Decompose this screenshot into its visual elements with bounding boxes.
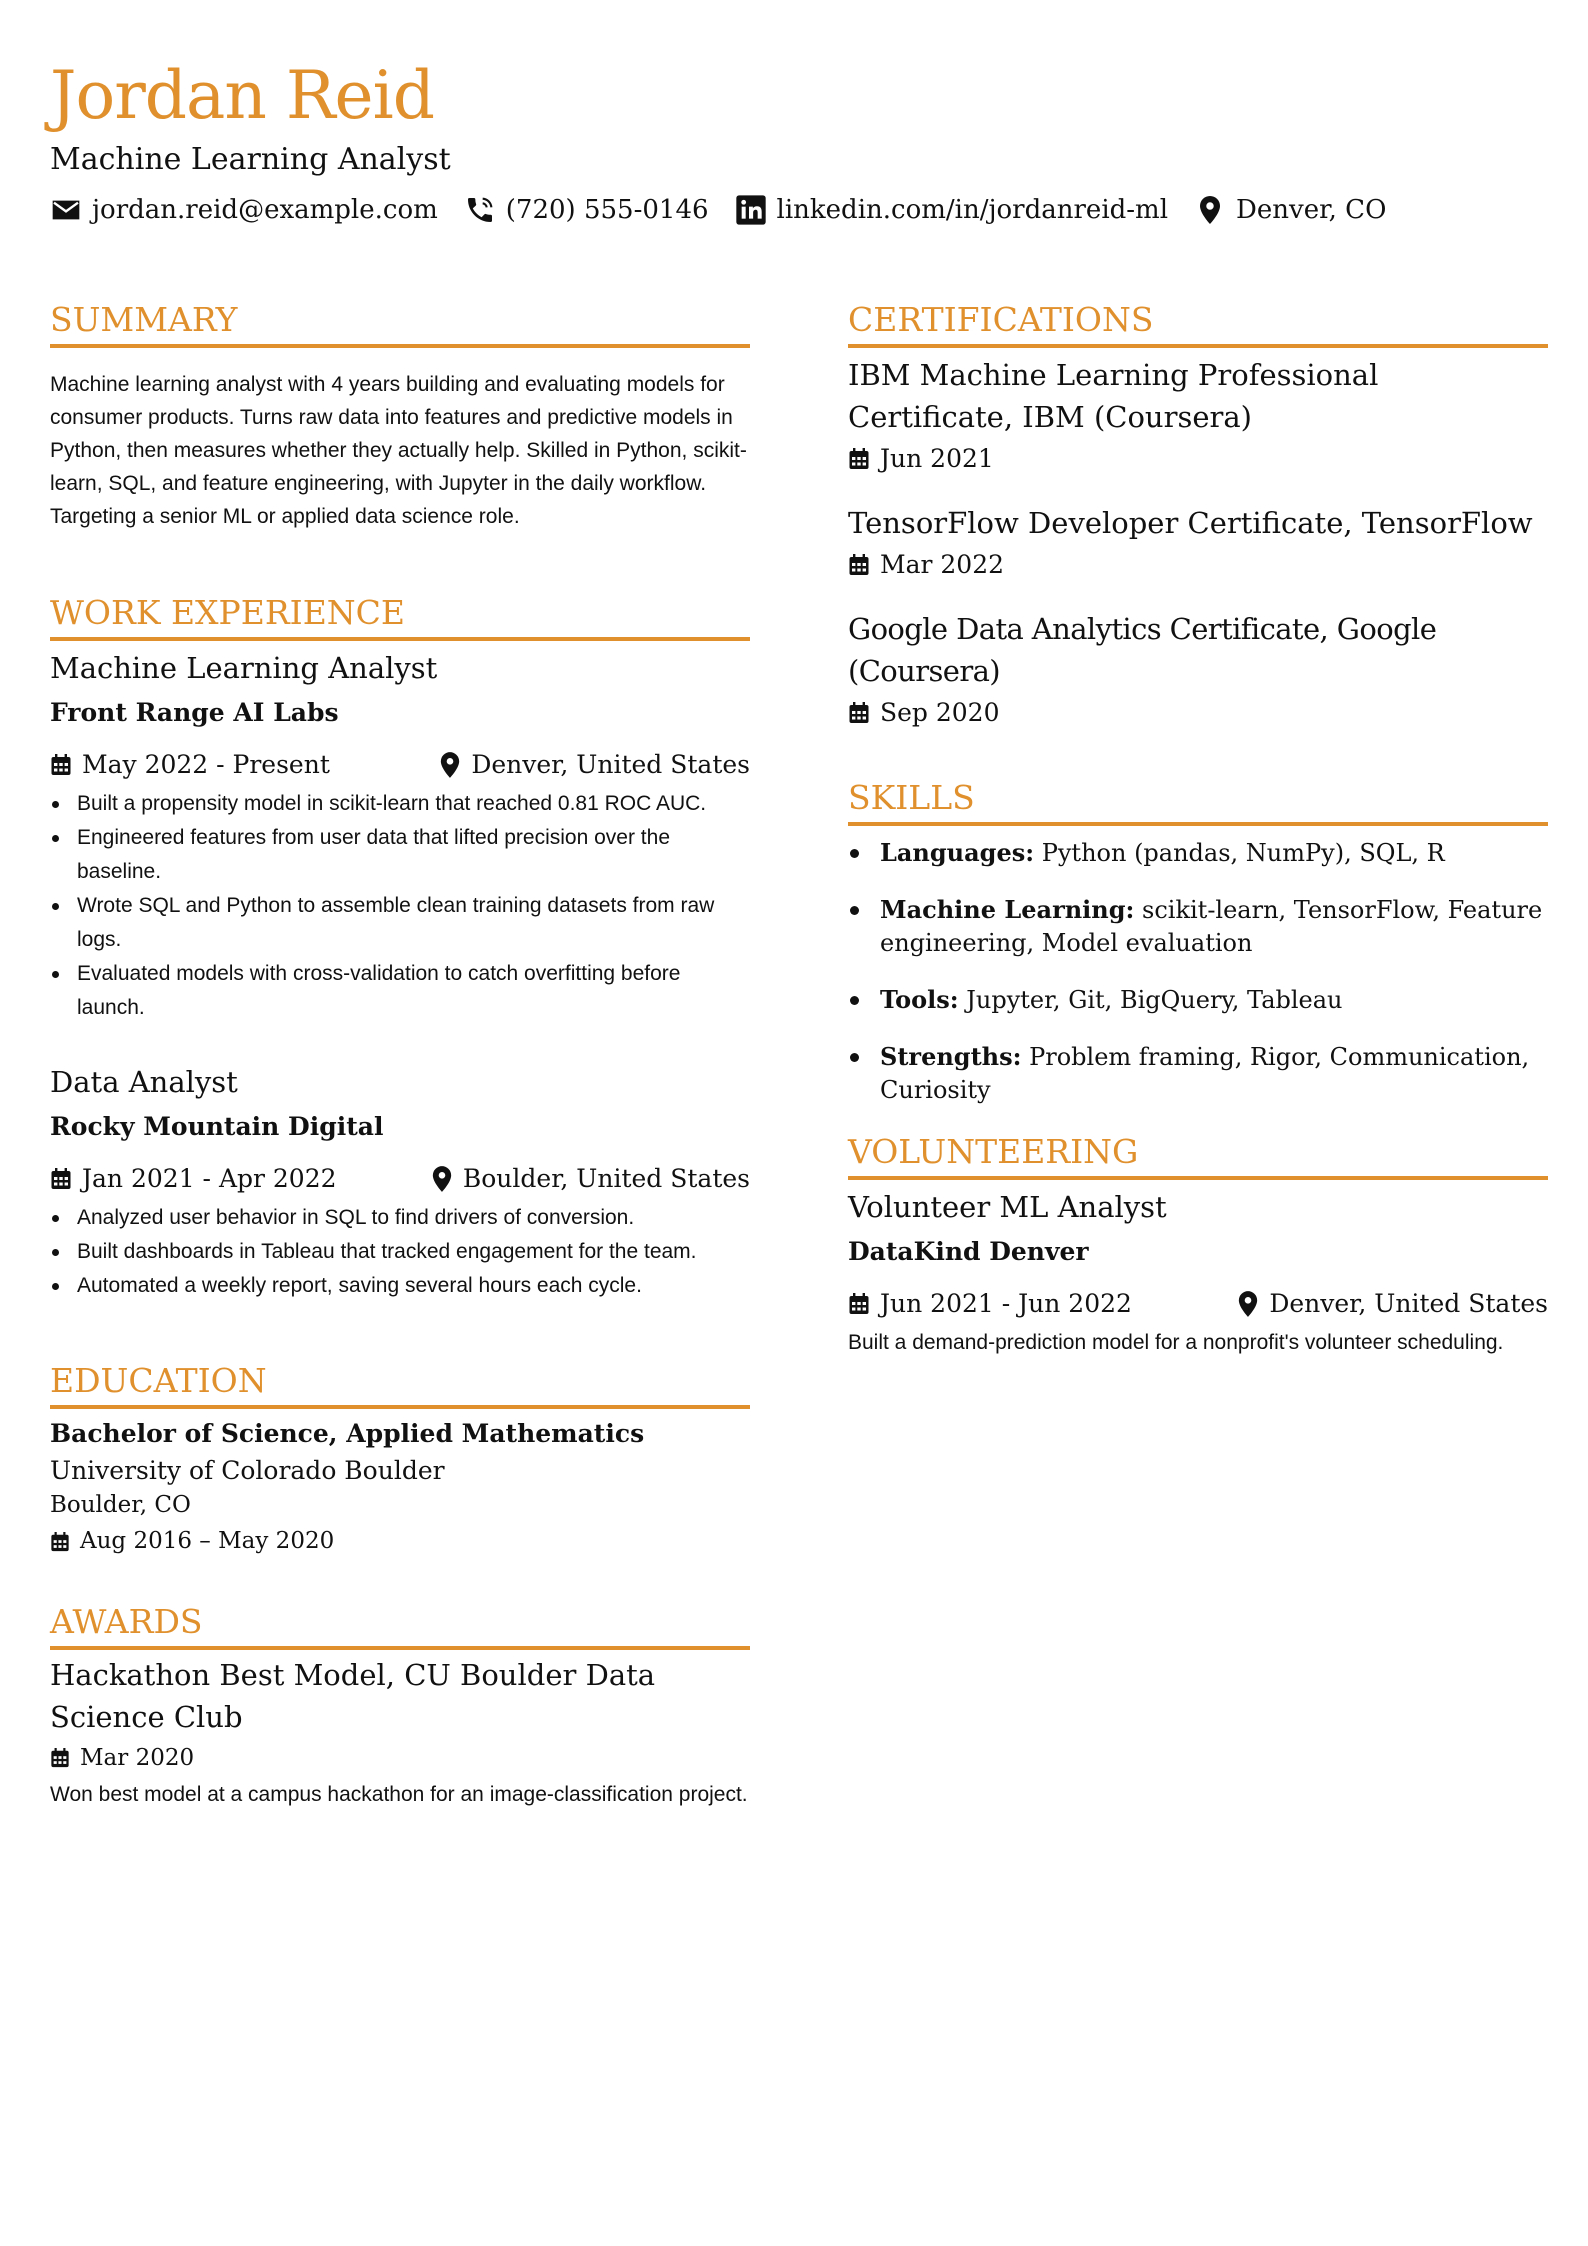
award-description: Won best model at a campus hackathon for an image-classification project. (50, 1783, 748, 1806)
calendar-icon (50, 753, 72, 777)
volunteer-title: Volunteer ML Analyst (848, 1190, 1167, 1224)
certifications-section (848, 298, 1548, 734)
skill-label: Machine Learning: (880, 895, 1135, 924)
calendar-icon (848, 553, 870, 577)
map-pin-icon (439, 751, 461, 779)
candidate-title: Machine Learning Analyst (50, 142, 451, 177)
calendar-icon (50, 1747, 70, 1769)
work-experience-heading: WORK EXPERIENCE (50, 591, 750, 641)
calendar-icon (50, 1167, 72, 1191)
award-title: Hackathon Best Model, CU Boulder Data Science Club (50, 1658, 656, 1734)
summary-heading: SUMMARY (50, 298, 750, 348)
contact-location (1194, 194, 1386, 226)
summary-text: Machine learning analyst with 4 years building and evaluating models for consumer products. Turns raw data into features and predictive models in Python, then measures whether they actually help. Skilled in Python, scikit-learn, SQL, and feature engineering, with Jupyter in the daily workflow. Targeting a senior ML or applied data science role. (50, 373, 747, 528)
email-text: jordan.reid@example.com (92, 195, 438, 225)
skill-item (848, 1040, 1548, 1107)
skill-label: Languages: (880, 838, 1035, 867)
skills-heading: SKILLS (848, 776, 1548, 826)
certification-date (848, 544, 1548, 586)
job-title: Machine Learning Analyst (50, 651, 438, 685)
education-school: University of Colorado Boulder (50, 1456, 445, 1485)
certification-entry (848, 354, 1548, 480)
volunteer-location-text: Denver, United States (1269, 1289, 1548, 1318)
job-dates-text: Jan 2021 - Apr 2022 (82, 1164, 337, 1193)
skill-value: Python (pandas, NumPy), SQL, R (1041, 839, 1445, 867)
right-column (848, 298, 1548, 1359)
job-location (439, 745, 750, 785)
job-bullet: Evaluated models with cross-validation to catch overfitting before launch. (50, 957, 750, 1025)
volunteering-heading: VOLUNTEERING (848, 1130, 1548, 1180)
job-dates (50, 745, 330, 785)
award-date-text: Mar 2020 (80, 1745, 195, 1771)
education-heading: EDUCATION (50, 1359, 750, 1409)
job-company: Front Range AI Labs (50, 698, 339, 727)
job-bullet: Wrote SQL and Python to assemble clean training datasets from raw logs. (50, 889, 750, 957)
certification-name: IBM Machine Learning Professional Certificate, IBM (Coursera) (848, 358, 1379, 434)
job-entry (50, 647, 750, 1025)
volunteer-location (1237, 1284, 1548, 1324)
contact-email[interactable] (50, 194, 438, 226)
job-title: Data Analyst (50, 1065, 238, 1099)
candidate-name: Jordan Reid (50, 57, 434, 134)
job-bullets (50, 787, 750, 1025)
contact-linkedin[interactable] (735, 194, 1169, 226)
skill-item (848, 893, 1548, 960)
job-bullet: Automated a weekly report, saving several hours each cycle. (50, 1269, 750, 1303)
job-meta (50, 745, 750, 785)
skill-item (848, 983, 1548, 1017)
job-bullet: Built a propensity model in scikit-learn that reached 0.81 ROC AUC. (50, 787, 750, 821)
education-dates (50, 1523, 750, 1560)
map-pin-icon (1194, 194, 1226, 226)
job-bullets (50, 1201, 750, 1303)
skill-item (848, 836, 1548, 870)
education-location: Boulder, CO (50, 1492, 191, 1518)
certification-date-text: Sep 2020 (880, 698, 1000, 727)
job-meta (50, 1159, 750, 1199)
job-entry (50, 1061, 750, 1303)
certification-name: Google Data Analytics Certificate, Google (Coursera) (848, 612, 1437, 688)
email-icon (50, 194, 82, 226)
awards-heading: AWARDS (50, 1600, 750, 1650)
map-pin-icon (1237, 1290, 1259, 1318)
location-text: Denver, CO (1236, 195, 1387, 225)
certification-date (848, 438, 1548, 480)
certifications-heading: CERTIFICATIONS (848, 298, 1548, 348)
awards-section (50, 1600, 750, 1812)
skill-label: Strengths: (880, 1042, 1022, 1071)
certification-date-text: Mar 2022 (880, 550, 1005, 579)
volunteer-dates-text: Jun 2021 - Jun 2022 (880, 1289, 1132, 1318)
certification-name: TensorFlow Developer Certificate, TensorFlow (848, 506, 1533, 540)
calendar-icon (848, 701, 870, 725)
job-bullet: Built dashboards in Tableau that tracked engagement for the team. (50, 1235, 750, 1269)
job-bullet: Analyzed user behavior in SQL to find drivers of conversion. (50, 1201, 750, 1235)
certification-entry (848, 502, 1548, 586)
map-pin-icon (431, 1165, 453, 1193)
phone-icon (464, 194, 496, 226)
education-section (50, 1359, 750, 1560)
contact-phone[interactable] (464, 194, 709, 226)
calendar-icon (50, 1531, 70, 1553)
volunteering-section (848, 1130, 1548, 1359)
skill-value: Jupyter, Git, BigQuery, Tableau (966, 986, 1343, 1014)
job-location (431, 1159, 750, 1199)
work-experience-section (50, 591, 750, 1303)
skill-label: Tools: (880, 985, 959, 1014)
volunteer-description: Built a demand-prediction model for a nonprofit's volunteer scheduling. (848, 1331, 1504, 1354)
education-degree: Bachelor of Science, Applied Mathematics (50, 1419, 645, 1448)
skills-list (848, 836, 1548, 1107)
job-company: Rocky Mountain Digital (50, 1112, 384, 1141)
certification-date-text: Jun 2021 (880, 444, 994, 473)
skill-value: scikit-learn, TensorFlow, Feature engineering, Model evaluation (880, 896, 1543, 957)
certification-entry (848, 608, 1548, 734)
phone-text: (720) 555-0146 (505, 195, 709, 225)
linkedin-icon (735, 194, 767, 226)
volunteer-org: DataKind Denver (848, 1237, 1089, 1266)
contact-bar (50, 188, 1412, 232)
skills-section (848, 776, 1548, 1107)
calendar-icon (848, 447, 870, 471)
skill-value: Problem framing, Rigor, Communication, Curiosity (880, 1043, 1530, 1104)
calendar-icon (848, 1292, 870, 1316)
job-dates-text: May 2022 - Present (82, 750, 330, 779)
linkedin-text: linkedin.com/in/jordanreid-ml (776, 195, 1169, 225)
job-location-text: Boulder, United States (462, 1164, 750, 1193)
job-dates (50, 1159, 337, 1199)
job-location-text: Denver, United States (471, 750, 750, 779)
volunteer-meta (848, 1284, 1548, 1324)
summary-section (50, 298, 750, 533)
volunteer-dates (848, 1284, 1132, 1324)
award-date (50, 1738, 750, 1778)
education-dates-text: Aug 2016 – May 2020 (80, 1528, 335, 1554)
certification-date (848, 692, 1548, 734)
left-column (50, 298, 750, 1812)
job-bullet: Engineered features from user data that lifted precision over the baseline. (50, 821, 750, 889)
